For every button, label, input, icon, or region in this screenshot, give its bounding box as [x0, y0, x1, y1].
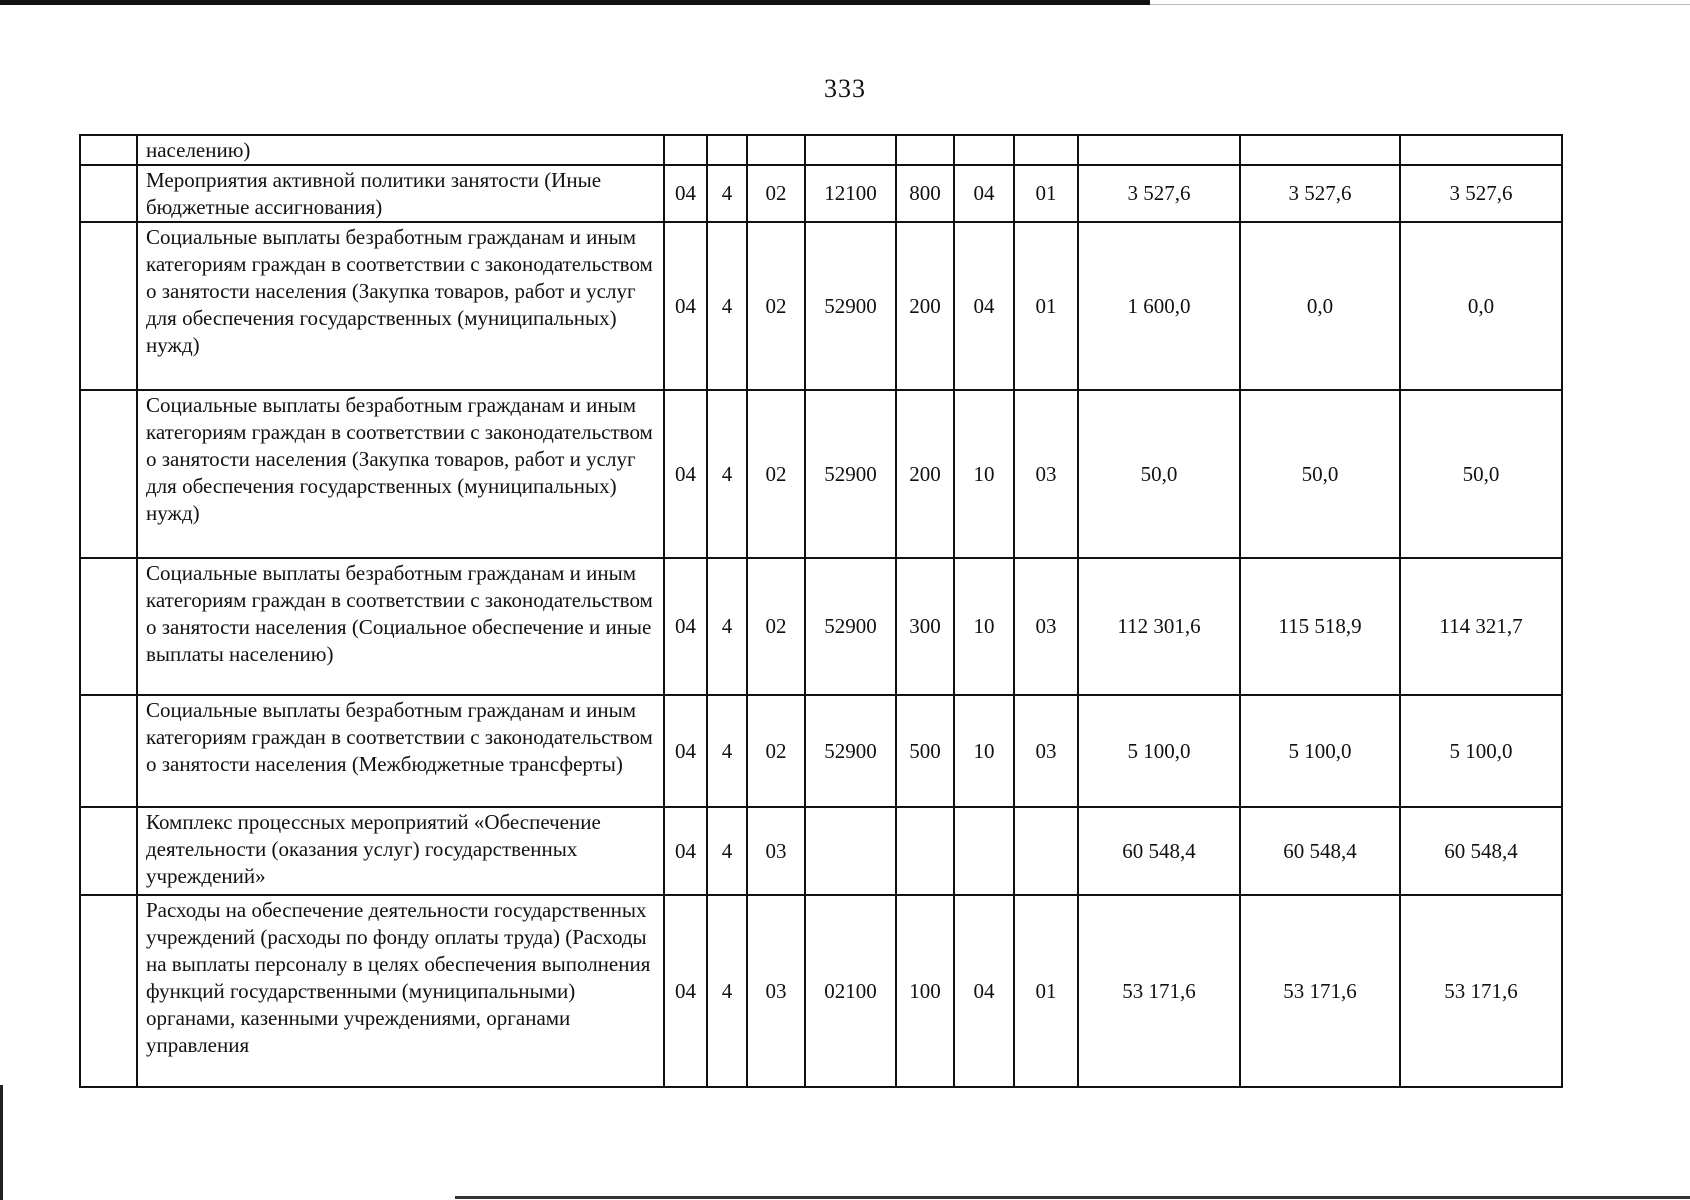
amount-year-2-cell: 60 548,4 [1240, 807, 1400, 895]
program-code-cell: 4 [707, 895, 747, 1087]
amount-year-1-cell: 1 600,0 [1078, 222, 1240, 390]
amount-year-2-cell [1240, 135, 1400, 165]
subprogram-code-cell: 02 [747, 222, 805, 390]
ministry-code-cell: 04 [664, 695, 707, 807]
description-cell: Расходы на обеспечение деятельности государственных учреждений (расходы по фонду оплаты труда) (Расходы на выплаты персоналу в целях обеспечения выполнения функций государственными (муниципальными) органами, казенными учреждениями, органами управления [137, 895, 664, 1087]
amount-year-2-cell: 115 518,9 [1240, 558, 1400, 695]
article-code-cell: 52900 [805, 222, 896, 390]
description-cell: Социальные выплаты безработным гражданам и иным категориям граждан в соответствии с законодательством о занятости населения (Социальное обеспечение и иные выплаты населению) [137, 558, 664, 695]
subprogram-code-cell: 02 [747, 390, 805, 558]
table-row [80, 222, 1562, 390]
section-code-cell [954, 807, 1014, 895]
amount-year-3-cell: 0,0 [1400, 222, 1562, 390]
ministry-code-cell: 04 [664, 390, 707, 558]
program-code-cell: 4 [707, 222, 747, 390]
amount-year-3-cell: 53 171,6 [1400, 895, 1562, 1087]
amount-year-2-cell: 50,0 [1240, 390, 1400, 558]
subsection-code-cell: 03 [1014, 558, 1078, 695]
subprogram-code-cell: 02 [747, 558, 805, 695]
ministry-code-cell: 04 [664, 558, 707, 695]
subsection-code-cell: 01 [1014, 165, 1078, 222]
row-number-cell [80, 558, 137, 695]
ministry-code-cell: 04 [664, 895, 707, 1087]
row-number-cell [80, 807, 137, 895]
amount-year-3-cell: 114 321,7 [1400, 558, 1562, 695]
scan-edge-left [0, 1085, 3, 1200]
article-code-cell [805, 135, 896, 165]
amount-year-3-cell: 50,0 [1400, 390, 1562, 558]
amount-year-1-cell: 50,0 [1078, 390, 1240, 558]
subsection-code-cell: 03 [1014, 390, 1078, 558]
expense-type-code-cell: 200 [896, 222, 954, 390]
article-code-cell: 52900 [805, 390, 896, 558]
amount-year-1-cell [1078, 135, 1240, 165]
program-code-cell: 4 [707, 807, 747, 895]
section-code-cell: 04 [954, 222, 1014, 390]
budget-table [79, 134, 1563, 1088]
table-body [80, 135, 1562, 1087]
program-code-cell: 4 [707, 165, 747, 222]
row-number-cell [80, 165, 137, 222]
table-row [80, 895, 1562, 1087]
description-cell: населению) [137, 135, 664, 165]
article-code-cell [805, 807, 896, 895]
amount-year-3-cell: 5 100,0 [1400, 695, 1562, 807]
table-row [80, 695, 1562, 807]
program-code-cell: 4 [707, 558, 747, 695]
article-code-cell: 12100 [805, 165, 896, 222]
description-cell: Комплекс процессных мероприятий «Обеспечение деятельности (оказания услуг) государственных учреждений» [137, 807, 664, 895]
subsection-code-cell: 01 [1014, 895, 1078, 1087]
ministry-code-cell: 04 [664, 222, 707, 390]
amount-year-2-cell: 3 527,6 [1240, 165, 1400, 222]
amount-year-3-cell: 3 527,6 [1400, 165, 1562, 222]
table-row [80, 390, 1562, 558]
row-number-cell [80, 695, 137, 807]
amount-year-3-cell [1400, 135, 1562, 165]
description-cell: Социальные выплаты безработным гражданам и иным категориям граждан в соответствии с законодательством о занятости населения (Закупка товаров, работ и услуг для обеспечения государственных (муниципальных) нужд) [137, 390, 664, 558]
ministry-code-cell: 04 [664, 807, 707, 895]
expense-type-code-cell: 100 [896, 895, 954, 1087]
amount-year-1-cell: 3 527,6 [1078, 165, 1240, 222]
article-code-cell: 02100 [805, 895, 896, 1087]
table-row [80, 165, 1562, 222]
program-code-cell: 4 [707, 390, 747, 558]
article-code-cell: 52900 [805, 695, 896, 807]
amount-year-1-cell: 112 301,6 [1078, 558, 1240, 695]
row-number-cell [80, 135, 137, 165]
description-cell: Социальные выплаты безработным гражданам и иным категориям граждан в соответствии с законодательством о занятости населения (Межбюджетные трансферты) [137, 695, 664, 807]
amount-year-3-cell: 60 548,4 [1400, 807, 1562, 895]
scan-edge-top-thin [1150, 4, 1690, 5]
row-number-cell [80, 895, 137, 1087]
row-number-cell [80, 390, 137, 558]
program-code-cell: 4 [707, 695, 747, 807]
section-code-cell: 10 [954, 695, 1014, 807]
ministry-code-cell: 04 [664, 165, 707, 222]
expense-type-code-cell: 500 [896, 695, 954, 807]
table-row [80, 558, 1562, 695]
subprogram-code-cell [747, 135, 805, 165]
expense-type-code-cell: 200 [896, 390, 954, 558]
scan-edge-bottom [455, 1196, 1690, 1199]
amount-year-2-cell: 5 100,0 [1240, 695, 1400, 807]
amount-year-2-cell: 53 171,6 [1240, 895, 1400, 1087]
subsection-code-cell: 01 [1014, 222, 1078, 390]
subsection-code-cell [1014, 135, 1078, 165]
expense-type-code-cell [896, 135, 954, 165]
scan-edge-top [0, 0, 1150, 5]
amount-year-1-cell: 60 548,4 [1078, 807, 1240, 895]
article-code-cell: 52900 [805, 558, 896, 695]
table-row [80, 807, 1562, 895]
expense-type-code-cell: 300 [896, 558, 954, 695]
program-code-cell [707, 135, 747, 165]
subprogram-code-cell: 03 [747, 895, 805, 1087]
subprogram-code-cell: 02 [747, 695, 805, 807]
amount-year-1-cell: 5 100,0 [1078, 695, 1240, 807]
section-code-cell: 10 [954, 558, 1014, 695]
amount-year-2-cell: 0,0 [1240, 222, 1400, 390]
section-code-cell: 04 [954, 895, 1014, 1087]
subprogram-code-cell: 03 [747, 807, 805, 895]
table-row [80, 135, 1562, 165]
section-code-cell: 04 [954, 165, 1014, 222]
description-cell: Социальные выплаты безработным гражданам и иным категориям граждан в соответствии с законодательством о занятости населения (Закупка товаров, работ и услуг для обеспечения государственных (муниципальных) нужд) [137, 222, 664, 390]
subprogram-code-cell: 02 [747, 165, 805, 222]
subsection-code-cell [1014, 807, 1078, 895]
row-number-cell [80, 222, 137, 390]
page-number: 333 [824, 74, 866, 103]
ministry-code-cell [664, 135, 707, 165]
expense-type-code-cell: 800 [896, 165, 954, 222]
section-code-cell [954, 135, 1014, 165]
amount-year-1-cell: 53 171,6 [1078, 895, 1240, 1087]
expense-type-code-cell [896, 807, 954, 895]
section-code-cell: 10 [954, 390, 1014, 558]
description-cell: Мероприятия активной политики занятости (Иные бюджетные ассигнования) [137, 165, 664, 222]
subsection-code-cell: 03 [1014, 695, 1078, 807]
